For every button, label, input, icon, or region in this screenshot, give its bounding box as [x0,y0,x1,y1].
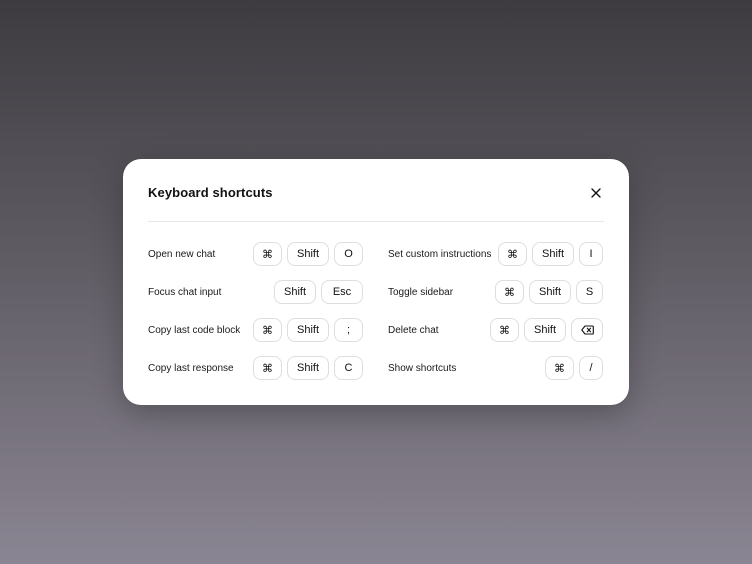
shortcut-label: Open new chat [148,248,216,260]
key-combo [495,280,603,304]
key-combo [274,280,363,304]
shortcut-row-toggle-sidebar [388,279,603,305]
shortcut-label: Toggle sidebar [388,286,454,298]
shortcut-row-delete-chat [388,317,603,343]
backspace-icon [581,325,594,335]
key-shift: Shift [287,242,329,266]
key-esc: Esc [321,280,363,304]
key-shift: Shift [524,318,566,342]
key-cmd: ⌘ [253,242,282,266]
key-cmd: ⌘ [253,356,282,380]
shortcut-label: Copy last code block [148,324,241,336]
key-combo [253,318,363,342]
key-combo [253,242,363,266]
key-i: I [579,242,603,266]
key-cmd: ⌘ [495,280,524,304]
key-shift: Shift [532,242,574,266]
key-shift: Shift [529,280,571,304]
key-o: O [334,242,363,266]
key-shift: Shift [287,356,329,380]
close-icon [591,188,601,198]
key-cmd: ⌘ [545,356,574,380]
shortcut-row-copy-last-code-block [148,317,363,343]
key-combo [545,356,603,380]
dialog-header [148,159,604,222]
shortcut-label: Focus chat input [148,286,222,298]
key-shift: Shift [287,318,329,342]
shortcut-row-show-shortcuts [388,355,603,381]
shortcut-label: Delete chat [388,324,439,336]
key-cmd: ⌘ [498,242,527,266]
key-cmd: ⌘ [253,318,282,342]
keyboard-shortcuts-dialog [123,159,629,405]
key-combo [490,318,603,342]
shortcut-label: Set custom instructions [388,248,492,260]
key-c: C [334,356,363,380]
shortcut-row-set-custom-instructions [388,241,603,267]
key-backspace [571,318,603,342]
close-button[interactable] [586,183,606,203]
key-s: S [576,280,603,304]
key-shift: Shift [274,280,316,304]
key-cmd: ⌘ [490,318,519,342]
shortcut-label: Copy last response [148,362,234,374]
shortcut-row-open-new-chat [148,241,363,267]
key-semicolon: ; [334,318,363,342]
key-slash: / [579,356,603,380]
dialog-title: Keyboard shortcuts [148,185,273,200]
shortcut-row-copy-last-response [148,355,363,381]
shortcut-label: Show shortcuts [388,362,457,374]
shortcut-row-focus-chat-input [148,279,363,305]
key-combo [253,356,363,380]
key-combo [498,242,603,266]
